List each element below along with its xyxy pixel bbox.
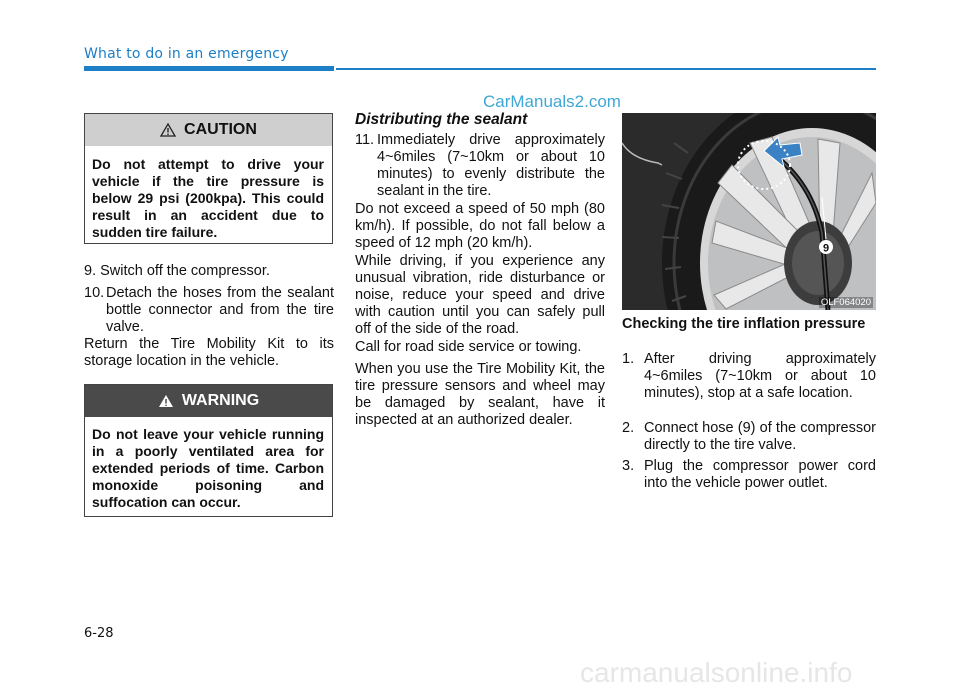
distributing-heading: Distributing the sealant (355, 111, 528, 128)
warning-box (84, 384, 333, 517)
caution-header (85, 114, 332, 146)
check-step-1 (622, 351, 876, 402)
header-rule-thin (336, 68, 876, 70)
step-10-text: Detach the hoses from the sealant bottle connector and from the tire valve. (106, 285, 334, 335)
figure-code: OLF064020 (820, 297, 871, 308)
step-11-text: Immediately drive approximately 4~6miles (7~10km or about 10 minutes) to evenly distribute the sealant in the tire. (377, 132, 605, 199)
caution-box (84, 113, 333, 244)
check-step-2 (622, 420, 876, 454)
step-11-number: 11. (355, 132, 375, 148)
vibration-text: While driving, if you experience any unusual vibration, ride disturbance or noise, reduce your speed and drive with caution until you can safely pull off of the side of the road. (355, 253, 605, 337)
watermark-link[interactable]: CarManuals2.com (483, 92, 621, 111)
warning-triangle-icon (158, 394, 174, 408)
caution-title: CAUTION (184, 121, 257, 138)
check-step-1-text: After driving approximately 4~6miles (7~10km or about 10 minutes), stop at a safe location. (644, 351, 876, 401)
page-number: 6-28 (84, 626, 114, 641)
return-kit-text: Return the Tire Mobility Kit to its storage location in the vehicle. (84, 336, 334, 369)
check-step-3 (622, 458, 876, 492)
checking-heading: Checking the tire inflation pressure (622, 316, 866, 332)
callout-9: 9 (822, 242, 830, 255)
warning-triangle-icon (160, 123, 176, 137)
check-step-2-text: Connect hose (9) of the compressor directly to the tire valve. (644, 420, 876, 453)
step-9: 9. Switch off the compressor. (84, 263, 270, 279)
step-10-number: 10. (84, 285, 105, 301)
check-step-3-text: Plug the compressor power cord into the vehicle power outlet. (644, 458, 876, 491)
speed-limit-text: Do not exceed a speed of 50 mph (80 km/h). If possible, do not fall below a speed of 12 mph (20 km/h). (355, 201, 605, 251)
warning-title: WARNING (181, 392, 260, 409)
tire-illustration (622, 113, 876, 310)
check-step-3-number: 3. (622, 458, 635, 474)
caution-text: Do not attempt to drive your vehicle if the tire pressure is below 29 psi (200kpa). This could result in an accident due to sudden tire failure. (92, 156, 324, 240)
roadside-text: Call for road side service or towing. (355, 339, 582, 355)
header-rule-thick (84, 66, 334, 71)
footer-watermark: carmanualsonline.info (580, 657, 853, 688)
section-title: What to do in an emergency (84, 46, 289, 62)
check-step-1-number: 1. (622, 351, 635, 367)
step-11 (355, 132, 605, 200)
warning-header (85, 385, 332, 417)
sensor-damage-text: When you use the Tire Mobility Kit, the tire pressure sensors and wheel may be damaged by sealant, have it inspected at an authorized dealer. (355, 361, 605, 428)
step-10 (84, 285, 334, 336)
warning-text: Do not leave your vehicle running in a poorly ventilated area for extended periods of time. Carbon monoxide poisoning and suffocation can occur. (92, 426, 324, 510)
check-step-2-number: 2. (622, 420, 635, 436)
tire-valve-photo (622, 113, 876, 310)
